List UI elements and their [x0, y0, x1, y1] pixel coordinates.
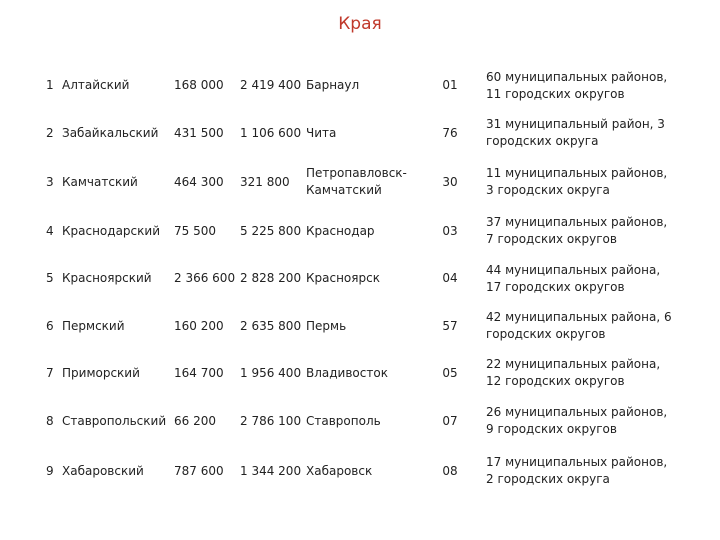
region-name: Пермский: [62, 318, 125, 333]
region-population: 2 419 400: [240, 78, 302, 92]
region-municipalities: 22 муниципальных района, 12 городских округов: [486, 357, 661, 388]
region-municipalities: 26 муниципальных районов, 9 городских округов: [486, 405, 668, 436]
row-number: 3: [46, 174, 54, 189]
regions-table: [46, 62, 676, 496]
region-capital: Пермь: [306, 318, 347, 333]
row-number: 7: [46, 365, 54, 380]
region-name: Хабаровский: [62, 463, 144, 478]
region-code: 07: [442, 413, 458, 428]
region-municipalities: 42 муниципальных района, 6 городских округов: [486, 310, 672, 341]
region-area: 431 500: [174, 125, 224, 140]
region-population: 1 956 400: [240, 365, 302, 380]
region-capital: Ставрополь: [306, 413, 381, 428]
region-area: 66 200: [174, 413, 216, 428]
region-name: Камчатский: [62, 174, 138, 189]
table-row: [46, 109, 676, 157]
region-name: Ставропольский: [62, 413, 167, 428]
region-population: 1 344 200: [240, 463, 302, 478]
region-municipalities: 37 муниципальных районов, 7 городских округов: [486, 215, 668, 246]
region-area: 787 600: [174, 463, 224, 478]
region-code: 01: [442, 78, 458, 92]
region-capital: Красноярск: [306, 271, 380, 285]
row-number: 6: [46, 318, 54, 333]
region-code: 04: [442, 271, 458, 285]
region-capital: Петропавловск-Камчатский: [306, 166, 407, 197]
region-code: 08: [442, 463, 458, 478]
table-row: [46, 302, 676, 350]
row-number: 1: [46, 78, 54, 92]
region-area: 168 000: [174, 78, 224, 92]
region-area: 75 500: [174, 223, 216, 238]
region-area: 160 200: [174, 318, 224, 333]
region-population: 5 225 800: [240, 223, 302, 238]
region-area: 164 700: [174, 365, 224, 380]
region-population: 2 828 200: [240, 271, 302, 285]
row-number: 8: [46, 413, 54, 428]
region-capital: Чита: [306, 125, 337, 140]
region-area: 464 300: [174, 174, 224, 189]
table-row: [46, 157, 676, 207]
region-code: 76: [442, 125, 458, 140]
table-row: [46, 396, 676, 446]
region-capital: Владивосток: [306, 365, 388, 380]
region-municipalities: 44 муниципальных района, 17 городских округов: [486, 262, 661, 294]
table-row: [46, 446, 676, 496]
region-code: 03: [442, 223, 458, 238]
region-municipalities: 17 муниципальных районов, 2 городских округа: [486, 455, 668, 486]
region-code: 57: [442, 318, 458, 333]
region-municipalities: 31 муниципальный район, 3 городских округа: [486, 117, 665, 148]
row-number: 4: [46, 223, 54, 238]
region-name: Забайкальский: [62, 125, 159, 140]
row-number: 2: [46, 125, 54, 140]
row-number: 5: [46, 271, 54, 285]
region-name: Красноярский: [62, 271, 152, 285]
region-name: Алтайский: [62, 78, 130, 92]
region-name: Приморский: [62, 365, 140, 380]
table-row: [46, 207, 676, 255]
region-municipalities: 60 муниципальных районов, 11 городских округов: [486, 69, 668, 101]
region-population: 321 800: [240, 174, 290, 189]
region-population: 1 106 600: [240, 125, 302, 140]
page-title: Края: [338, 14, 382, 34]
region-municipalities: 11 муниципальных районов, 3 городских округа: [486, 166, 668, 197]
table-row: [46, 255, 676, 302]
region-code: 05: [442, 365, 458, 380]
row-number: 9: [46, 463, 54, 478]
region-capital: Хабаровск: [306, 463, 373, 478]
region-code: 30: [442, 174, 458, 189]
table-row: [46, 350, 676, 396]
region-population: 2 786 100: [240, 413, 302, 428]
region-capital: Краснодар: [306, 223, 375, 238]
region-name: Краснодарский: [62, 223, 160, 238]
region-population: 2 635 800: [240, 318, 302, 333]
table-row: [46, 62, 676, 109]
region-area: 2 366 600: [174, 271, 236, 285]
region-capital: Барнаул: [306, 78, 360, 92]
